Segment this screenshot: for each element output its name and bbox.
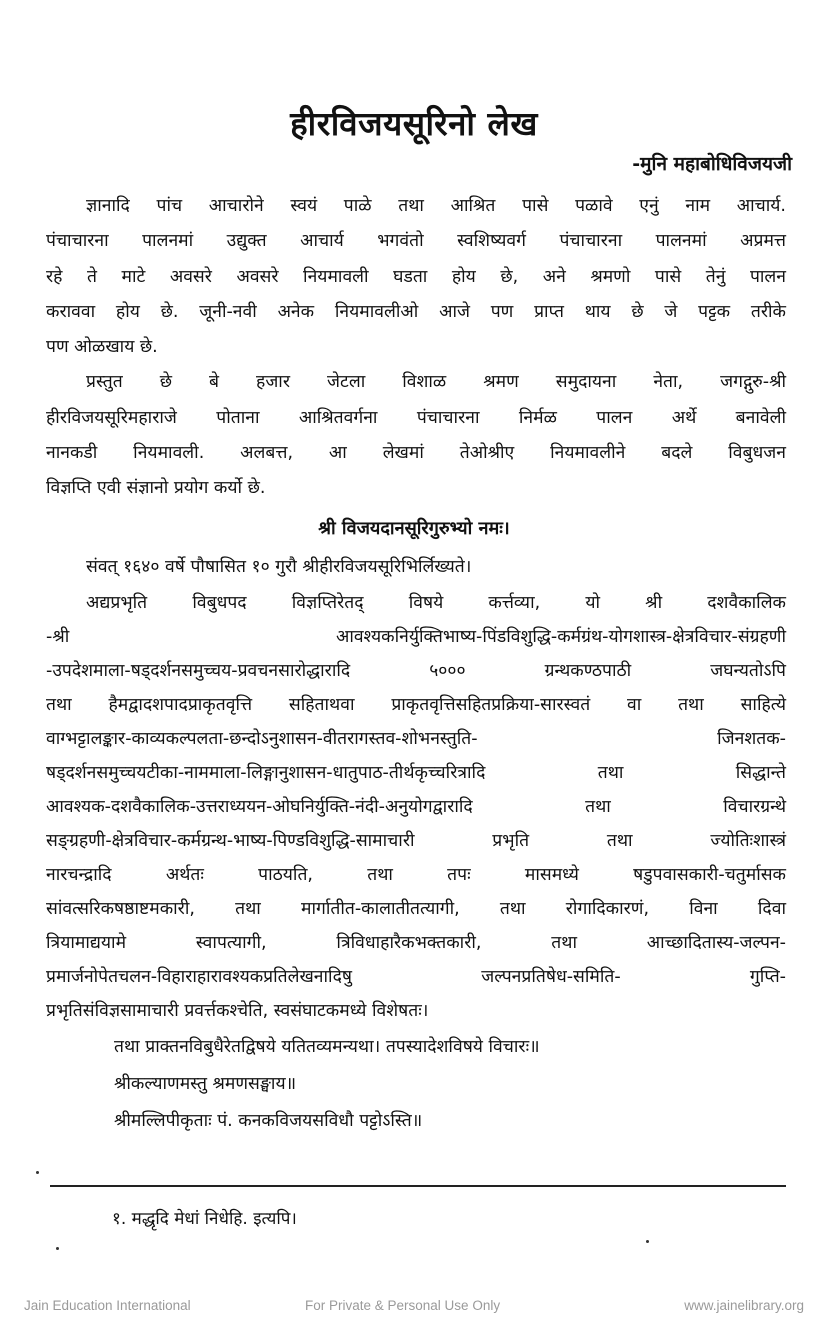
sanskrit-line: -श्री आवश्यकनिर्युक्तिभाष्य-पिंडविशुद्धि-कर्मग्रंथ-योगशास्त्र-क्षेत्रविचार-संग्रहणी	[46, 627, 786, 647]
scan-speck	[646, 1240, 649, 1243]
scan-speck	[56, 1247, 59, 1250]
sanskrit-line: त्रियामाद्ययामे स्वापत्यागी, त्रिविधाहारैकभक्तकारी, तथा आच्छादितास्य-जल्पन-	[46, 933, 786, 953]
sanskrit-line: षड्दर्शनसमुच्चयटीका-नाममाला-लिङ्गानुशासन-धातुपाठ-तीर्थकृच्चरित्रादि तथा सिद्धान्ते	[46, 763, 786, 783]
sanskrit-line: वाग्भट्टालङ्कार-काव्यकल्पलता-छन्दोऽनुशासन-वीतरागस्तव-शोभनस्तुति- जिनशतक-	[46, 729, 786, 749]
sanskrit-line: नारचन्द्रादि अर्थतः पाठयति, तथा तपः मासमध्ये षडुपवासकारी-चतुर्मासक	[46, 865, 786, 885]
footer-website-link[interactable]: www.jainelibrary.org	[684, 1298, 804, 1313]
closing-line: श्रीकल्याणमस्तु श्रमणसङ्घाय॥	[114, 1074, 297, 1094]
sanskrit-line: तथा हैमद्वादशपादप्राकृतवृत्ति सहिताथवा प्राकृतवृत्तिसहितप्रक्रिया-सारस्वतं वा तथा साहित्ये	[46, 695, 786, 715]
paragraph-line: पंचाचारना पालनमां उद्युक्त आचार्य भगवंतो स्वशिष्यवर्ग पंचाचारना पालनमां अप्रमत्त	[46, 231, 786, 251]
sanskrit-line: आवश्यक-दशवैकालिक-उत्तराध्ययन-ओघनिर्युक्ति-नंदी-अनुयोगद्वारादि तथा विचारग्रन्थे	[46, 797, 786, 817]
closing-line: श्रीमल्लिपीकृताः पं. कनकविजयसविधौ पट्टोऽस्ति॥	[114, 1111, 423, 1131]
footer-publisher: Jain Education International	[24, 1298, 191, 1313]
paragraph-line: पण ओळखाय छे.	[46, 337, 158, 357]
sanskrit-line: प्रमार्जनोपेतचलन-विहाराहारावश्यकप्रतिलेखनादिषु जल्पनप्रतिषेध-समिति- गुप्ति-	[46, 967, 786, 987]
sanskrit-line: सांवत्सरिकषष्ठाष्टमकारी, तथा मार्गातीत-कालातीतत्यागी, तथा रोगादिकारणं, विना दिवा	[46, 899, 786, 919]
invocation-heading: श्री विजयदानसूरिगुरुभ्यो नमः।	[318, 518, 510, 539]
paragraph-line: ज्ञानादि पांच आचारोने स्वयं पाळे तथा आश्रित पासे पळावे एनुं नाम आचार्य.	[86, 196, 786, 216]
sanskrit-line: प्रभृतिसंविज्ञसामाचारी प्रवर्त्तकश्चेति, स्वसंघाटकमध्ये विशेषतः।	[46, 1001, 429, 1021]
author-byline: -मुनि महाबोधिविजयजी	[632, 153, 792, 175]
footnote-divider	[50, 1185, 786, 1187]
sanskrit-line: संवत् १६४० वर्षे पौषासित १० गुरौ श्रीहीरविजयसूरिभिर्लिख्यते।	[86, 557, 472, 577]
paragraph-line: रहे ते माटे अवसरे अवसरे नियमावली घडता होय छे, अने श्रमणो पासे तेनुं पालन	[46, 267, 786, 287]
paragraph-line: विज्ञप्ति एवी संज्ञानो प्रयोग कर्यो छे.	[46, 478, 266, 498]
page-title: हीरविजयसूरिनो लेख	[290, 104, 538, 143]
paragraph-line: नानकडी नियमावली. अलबत्त, आ लेखमां तेओश्रीए नियमावलीने बदले विबुधजन	[46, 443, 786, 463]
sanskrit-line: अद्यप्रभृति विबुधपद विज्ञप्तिरेतद् विषये कर्त्तव्या, यो श्री दशवैकालिक	[86, 593, 786, 613]
footer-usage-note: For Private & Personal Use Only	[305, 1298, 501, 1313]
footnote: १. मद्धृदि मेधां निधेहि. इत्यपि।	[112, 1209, 297, 1229]
paragraph-line: प्रस्तुत छे बे हजार जेटला विशाळ श्रमण समुदायना नेता, जगद्गुरु-श्री	[86, 372, 786, 392]
scan-speck	[36, 1171, 39, 1174]
closing-line: तथा प्राक्तनविबुधैरेतद्विषये यतितव्यमन्यथा। तपस्यादेशविषये विचारः॥	[114, 1037, 540, 1057]
paragraph-line: कराववा होय छे. जूनी-नवी अनेक नियमावलीओ आजे पण प्राप्त थाय छे जे पट्टक तरीके	[46, 302, 786, 322]
sanskrit-line: -उपदेशमाला-षड्दर्शनसमुच्चय-प्रवचनसारोद्धारादि ५००० ग्रन्थकण्ठपाठी जघन्यतोऽपि	[46, 661, 786, 681]
sanskrit-line: सङ्ग्रहणी-क्षेत्रविचार-कर्मग्रन्थ-भाष्य-पिण्डविशुद्धि-सामाचारी प्रभृति तथा ज्योतिःशास्त्रं	[46, 831, 786, 851]
paragraph-line: हीरविजयसूरिमहाराजे पोताना आश्रितवर्गना पंचाचारना निर्मळ पालन अर्थे बनावेली	[46, 408, 786, 428]
